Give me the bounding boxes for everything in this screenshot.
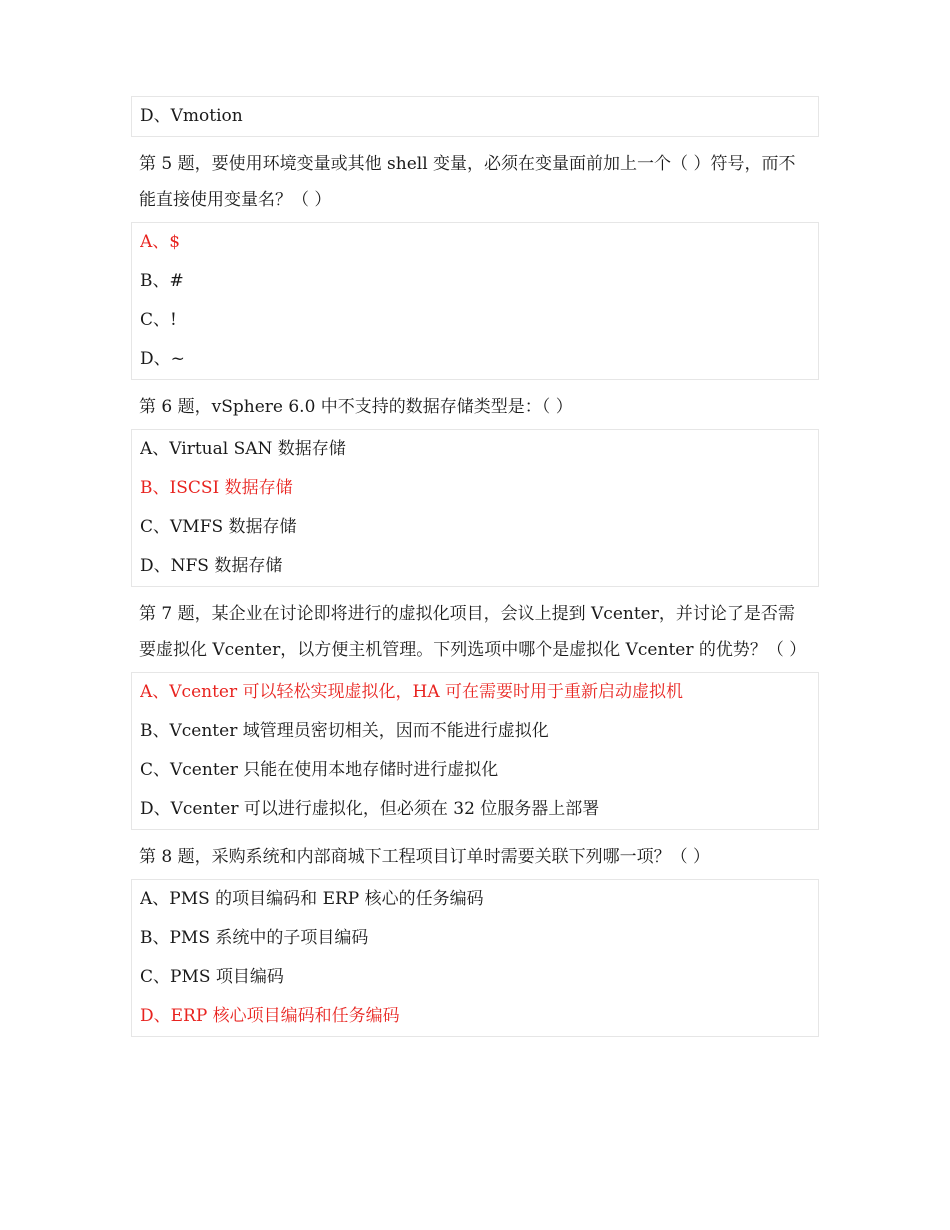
q5-option-a: A、$	[140, 232, 181, 252]
q6-stem: 第 6 题，vSphere 6.0 中不支持的数据存储类型是：（ ）	[139, 397, 573, 417]
q7-option-c: C、Vcenter 只能在使用本地存储时进行虚拟化	[140, 760, 499, 780]
q8-option-d: D、ERP 核心项目编码和任务编码	[140, 1006, 400, 1026]
q6-option-c: C、VMFS 数据存储	[140, 517, 297, 537]
q4-option-d: D、Vmotion	[140, 106, 243, 126]
q8-option-c: C、PMS 项目编码	[140, 967, 284, 987]
q6-option-b: B、ISCSI 数据存储	[140, 478, 293, 498]
q7-option-a: A、Vcenter 可以轻松实现虚拟化，HA 可在需要时用于重新启动虚拟机	[140, 682, 684, 702]
q6-option-a: A、Virtual SAN 数据存储	[140, 439, 346, 459]
q8-option-a: A、PMS 的项目编码和 ERP 核心的任务编码	[140, 889, 484, 909]
q8-option-b: B、PMS 系统中的子项目编码	[140, 928, 369, 948]
q8-options	[131, 879, 819, 1037]
q4-options	[131, 96, 819, 137]
q5-stem: 第 5 题，要使用环境变量或其他 shell 变量，必须在变量面前加上一个（ ）符号，而不能直接使用变量名？（ ）	[139, 154, 796, 210]
q7-options	[131, 672, 819, 830]
q5-options	[131, 222, 819, 380]
q7-option-b: B、Vcenter 域管理员密切相关，因而不能进行虚拟化	[140, 721, 549, 741]
q7-stem: 第 7 题，某企业在讨论即将进行的虚拟化项目，会议上提到 Vcenter，并讨论了是否需要虚拟化 Vcenter，以方便主机管理。下列选项中哪个是虚拟化 Vcenter 的优势？（ ）	[139, 604, 807, 660]
q7-option-d: D、Vcenter 可以进行虚拟化，但必须在 32 位服务器上部署	[140, 799, 600, 819]
q5-option-b: B、#	[140, 271, 184, 291]
question-list	[131, 96, 819, 1037]
q5-option-c: C、!	[140, 310, 177, 330]
q6-options	[131, 429, 819, 587]
q8-stem: 第 8 题，采购系统和内部商城下工程项目订单时需要关联下列哪一项？（ ）	[139, 847, 711, 867]
q5-option-d: D、~	[140, 349, 185, 369]
q6-option-d: D、NFS 数据存储	[140, 556, 283, 576]
